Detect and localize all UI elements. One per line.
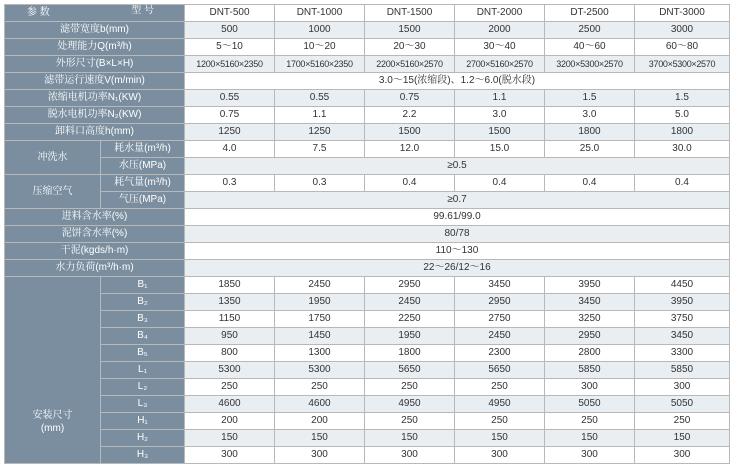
table-row xyxy=(5,22,730,39)
table-cell: 1250 xyxy=(185,124,275,141)
table-cell: 150 xyxy=(545,430,635,447)
table-row xyxy=(5,39,730,56)
table-row xyxy=(5,226,730,243)
row-label: 干泥(kgds/h·m) xyxy=(5,243,185,260)
row-label: H₃ xyxy=(101,447,185,464)
table-cell: 1150 xyxy=(185,311,275,328)
table-row xyxy=(5,107,730,124)
table-row xyxy=(5,277,730,294)
model-header: DT-2500 xyxy=(545,5,635,22)
row-label: B₄ xyxy=(101,328,185,345)
table-cell: 2200×5160×2570 xyxy=(365,56,455,73)
table-cell: 4950 xyxy=(455,396,545,413)
table-cell: 5650 xyxy=(455,362,545,379)
row-label: 水力负荷(m³/h·m) xyxy=(5,260,185,277)
table-cell: 3700×5300×2570 xyxy=(635,56,730,73)
table-cell: 0.55 xyxy=(275,90,365,107)
table-cell: 1950 xyxy=(275,294,365,311)
table-row xyxy=(5,328,730,345)
table-row xyxy=(5,90,730,107)
table-row xyxy=(5,311,730,328)
table-cell: 2450 xyxy=(275,277,365,294)
table-cell: 5～10 xyxy=(185,39,275,56)
table-cell: 300 xyxy=(545,447,635,464)
table-cell: 5050 xyxy=(635,396,730,413)
header-param-model xyxy=(5,5,185,22)
table-cell: 20～30 xyxy=(365,39,455,56)
table-cell: 1750 xyxy=(275,311,365,328)
table-cell: 1850 xyxy=(185,277,275,294)
table-cell: 2950 xyxy=(455,294,545,311)
row-label: L₃ xyxy=(101,396,185,413)
table-row xyxy=(5,413,730,430)
install-group-label xyxy=(5,277,101,464)
table-cell: 0.4 xyxy=(365,175,455,192)
row-label: B₂ xyxy=(101,294,185,311)
table-cell: 950 xyxy=(185,328,275,345)
table-cell: 0.4 xyxy=(635,175,730,192)
table-cell: 250 xyxy=(455,413,545,430)
table-cell: 150 xyxy=(185,430,275,447)
table-cell-merged: 110～130 xyxy=(185,243,730,260)
table-cell: 250 xyxy=(275,379,365,396)
table-row xyxy=(5,73,730,90)
row-label: 卸料口高度h(mm) xyxy=(5,124,185,141)
row-label: B₃ xyxy=(101,311,185,328)
table-cell: 250 xyxy=(635,413,730,430)
table-cell: 250 xyxy=(545,413,635,430)
row-label: 浓缩电机功率N₁(KW) xyxy=(5,90,185,107)
row-label: L₂ xyxy=(101,379,185,396)
table-cell: 200 xyxy=(275,413,365,430)
table-cell: 1450 xyxy=(275,328,365,345)
table-cell: 4.0 xyxy=(185,141,275,158)
table-cell: 2950 xyxy=(545,328,635,345)
table-cell: 3.0 xyxy=(455,107,545,124)
table-row xyxy=(5,430,730,447)
row-label: L₁ xyxy=(101,362,185,379)
table-cell: 2950 xyxy=(365,277,455,294)
table-row xyxy=(5,158,730,175)
table-cell: 5300 xyxy=(185,362,275,379)
table-cell: 200 xyxy=(185,413,275,430)
table-cell: 1350 xyxy=(185,294,275,311)
table-cell: 0.75 xyxy=(185,107,275,124)
table-cell: 3300 xyxy=(635,345,730,362)
table-cell: 2800 xyxy=(545,345,635,362)
table-cell: 0.75 xyxy=(365,90,455,107)
spec-table-body xyxy=(5,5,730,464)
install-group-title: 安装尺寸 xyxy=(32,410,73,421)
row-label: B₅ xyxy=(101,345,185,362)
table-cell: 1800 xyxy=(365,345,455,362)
table-cell: 1.5 xyxy=(545,90,635,107)
table-row xyxy=(5,345,730,362)
table-cell: 250 xyxy=(365,379,455,396)
table-cell: 5650 xyxy=(365,362,455,379)
table-cell: 0.3 xyxy=(185,175,275,192)
table-row xyxy=(5,175,730,192)
table-cell-merged: 22～26/12～16 xyxy=(185,260,730,277)
header-param-label: 参 数 xyxy=(27,7,50,18)
table-cell: 300 xyxy=(365,447,455,464)
table-cell: 1700×5160×2350 xyxy=(275,56,365,73)
row-label: 滤带运行速度V(m/min) xyxy=(5,73,185,90)
table-cell: 500 xyxy=(185,22,275,39)
model-header: DNT-1500 xyxy=(365,5,455,22)
table-cell: 1200×5160×2350 xyxy=(185,56,275,73)
table-row xyxy=(5,362,730,379)
table-cell: 250 xyxy=(365,413,455,430)
table-cell: 1000 xyxy=(275,22,365,39)
row-label: 水压(MPa) xyxy=(101,158,185,175)
row-label: B₁ xyxy=(101,277,185,294)
table-cell: 3250 xyxy=(545,311,635,328)
table-row xyxy=(5,209,730,226)
table-cell: 3950 xyxy=(635,294,730,311)
table-cell: 250 xyxy=(455,379,545,396)
table-row xyxy=(5,56,730,73)
model-header: DNT-1000 xyxy=(275,5,365,22)
table-cell: 1500 xyxy=(365,124,455,141)
table-cell: 250 xyxy=(185,379,275,396)
table-cell-merged: ≥0.5 xyxy=(185,158,730,175)
table-row xyxy=(5,124,730,141)
table-cell: 1500 xyxy=(455,124,545,141)
wash-water-group-label: 冲洗水 xyxy=(5,141,101,175)
table-cell: 1800 xyxy=(545,124,635,141)
table-cell-merged: 80/78 xyxy=(185,226,730,243)
table-cell: 2300 xyxy=(455,345,545,362)
row-label: 耗水量(m³/h) xyxy=(101,141,185,158)
table-cell: 1250 xyxy=(275,124,365,141)
row-label: H₁ xyxy=(101,413,185,430)
table-row xyxy=(5,294,730,311)
row-label: 气压(MPa) xyxy=(101,192,185,209)
table-cell: 5850 xyxy=(545,362,635,379)
table-cell: 300 xyxy=(635,379,730,396)
table-cell: 30.0 xyxy=(635,141,730,158)
table-cell: 3.0 xyxy=(545,107,635,124)
row-label: 脱水电机功率N₂(KW) xyxy=(5,107,185,124)
table-row xyxy=(5,141,730,158)
table-cell: 4450 xyxy=(635,277,730,294)
model-header: DNT-500 xyxy=(185,5,275,22)
table-cell: 300 xyxy=(185,447,275,464)
table-cell: 2700×5160×2570 xyxy=(455,56,545,73)
table-cell-merged: ≥0.7 xyxy=(185,192,730,209)
table-cell: 1800 xyxy=(635,124,730,141)
table-cell: 30～40 xyxy=(455,39,545,56)
table-cell: 2450 xyxy=(455,328,545,345)
table-row xyxy=(5,447,730,464)
table-cell: 300 xyxy=(635,447,730,464)
table-cell: 1.1 xyxy=(275,107,365,124)
table-cell: 3950 xyxy=(545,277,635,294)
table-cell: 1300 xyxy=(275,345,365,362)
model-header: DNT-3000 xyxy=(635,5,730,22)
table-cell: 5850 xyxy=(635,362,730,379)
table-cell: 0.4 xyxy=(455,175,545,192)
table-cell: 4950 xyxy=(365,396,455,413)
table-cell: 10～20 xyxy=(275,39,365,56)
spec-table xyxy=(4,4,730,464)
table-cell: 2000 xyxy=(455,22,545,39)
table-cell-merged: 3.0～15(浓缩段)、1.2～6.0(脱水段) xyxy=(185,73,730,90)
row-label: 耗气量(m³/h) xyxy=(101,175,185,192)
table-cell: 3450 xyxy=(545,294,635,311)
table-cell: 3000 xyxy=(635,22,730,39)
table-cell: 1.5 xyxy=(635,90,730,107)
compressed-air-group-label: 压缩空气 xyxy=(5,175,101,209)
table-row xyxy=(5,396,730,413)
row-label: 处理能力Q(m³/h) xyxy=(5,39,185,56)
table-cell: 40～60 xyxy=(545,39,635,56)
model-header: DNT-2000 xyxy=(455,5,545,22)
table-cell: 150 xyxy=(635,430,730,447)
row-label: 外形尺寸(B×L×H) xyxy=(5,56,185,73)
table-cell: 5050 xyxy=(545,396,635,413)
table-cell: 150 xyxy=(455,430,545,447)
table-cell: 0.3 xyxy=(275,175,365,192)
table-cell: 300 xyxy=(455,447,545,464)
table-cell: 0.55 xyxy=(185,90,275,107)
table-cell: 300 xyxy=(545,379,635,396)
table-cell-merged: 99.61/99.0 xyxy=(185,209,730,226)
table-cell: 300 xyxy=(275,447,365,464)
table-cell: 4600 xyxy=(275,396,365,413)
table-cell: 150 xyxy=(275,430,365,447)
table-cell: 2750 xyxy=(455,311,545,328)
table-cell: 3750 xyxy=(635,311,730,328)
row-label: 泥饼含水率(%) xyxy=(5,226,185,243)
table-cell: 2.2 xyxy=(365,107,455,124)
row-label: 进料含水率(%) xyxy=(5,209,185,226)
table-cell: 1.1 xyxy=(455,90,545,107)
table-cell: 2500 xyxy=(545,22,635,39)
table-cell: 3200×5300×2570 xyxy=(545,56,635,73)
table-cell: 15.0 xyxy=(455,141,545,158)
table-cell: 5.0 xyxy=(635,107,730,124)
install-group-unit: (mm) xyxy=(40,423,65,434)
table-cell: 3450 xyxy=(455,277,545,294)
table-row xyxy=(5,243,730,260)
table-cell: 2250 xyxy=(365,311,455,328)
table-row xyxy=(5,192,730,209)
table-row xyxy=(5,5,730,22)
table-cell: 1500 xyxy=(365,22,455,39)
table-cell: 25.0 xyxy=(545,141,635,158)
table-cell: 7.5 xyxy=(275,141,365,158)
table-cell: 4600 xyxy=(185,396,275,413)
table-cell: 2450 xyxy=(365,294,455,311)
table-cell: 150 xyxy=(365,430,455,447)
table-cell: 5300 xyxy=(275,362,365,379)
table-row xyxy=(5,379,730,396)
table-cell: 12.0 xyxy=(365,141,455,158)
table-cell: 0.4 xyxy=(545,175,635,192)
header-model-label: 型 号 xyxy=(131,5,154,16)
row-label: H₂ xyxy=(101,430,185,447)
table-cell: 1950 xyxy=(365,328,455,345)
table-cell: 800 xyxy=(185,345,275,362)
table-cell: 60～80 xyxy=(635,39,730,56)
table-cell: 3450 xyxy=(635,328,730,345)
row-label: 滤带宽度b(mm) xyxy=(5,22,185,39)
table-row xyxy=(5,260,730,277)
